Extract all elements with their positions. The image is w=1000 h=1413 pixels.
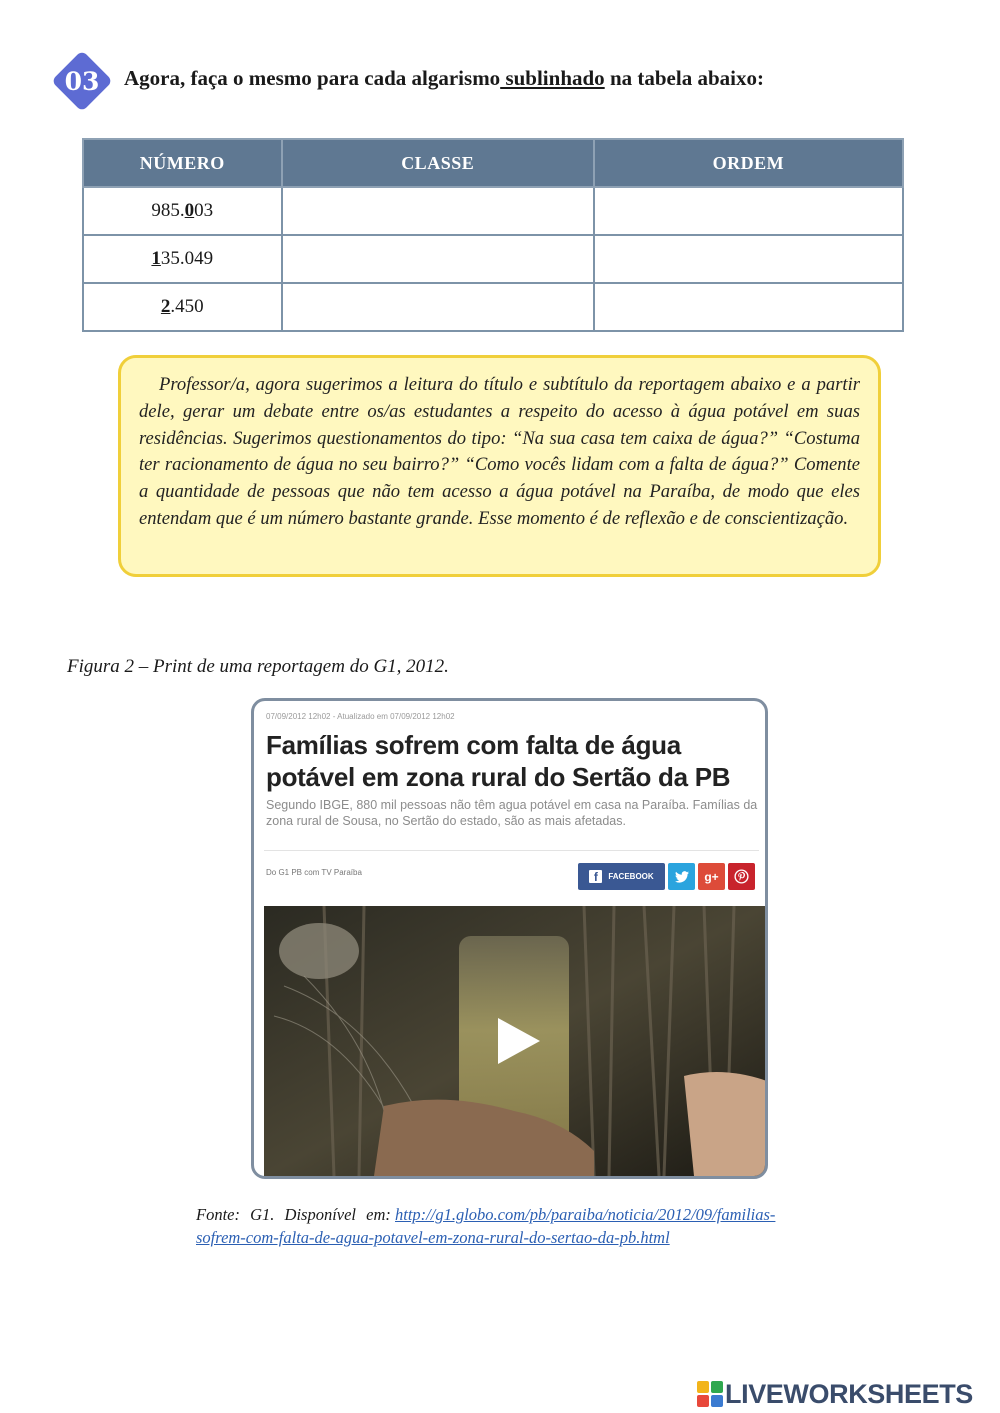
brand-name: LIVEWORKSHEETS	[725, 1378, 973, 1409]
table-row	[83, 283, 903, 331]
table-row	[83, 235, 903, 283]
underlined-digit: 2	[160, 296, 171, 317]
instruction-underlined-word: sublinhado	[500, 66, 605, 90]
liveworksheets-logo	[697, 1378, 973, 1410]
article-divider	[264, 850, 759, 851]
number-part: .450	[170, 296, 204, 317]
pinterest-icon	[734, 869, 749, 884]
video-thumbnail	[264, 906, 767, 1176]
facebook-icon: f	[589, 870, 602, 883]
instruction-text-end: na tabela abaixo:	[604, 66, 764, 90]
article-date: 07/09/2012 12h02 - Atualizado em 07/09/2012 12h02	[266, 712, 455, 721]
header-ordem: ORDEM	[594, 139, 903, 187]
facebook-share-button[interactable]	[578, 863, 665, 890]
twitter-share-button[interactable]	[668, 863, 695, 890]
number-cell	[83, 235, 282, 283]
pinterest-share-button[interactable]	[728, 863, 755, 890]
ordem-answer-cell[interactable]	[594, 187, 903, 235]
video-player[interactable]	[264, 906, 767, 1176]
figure-source	[196, 1203, 806, 1249]
source-link[interactable]: http://g1.globo.com/pb/paraiba/noticia/2012/09/familias-sofrem-com-falta-de-agua-potavel-em-zona-rural-do-sertao-da-pb.html	[196, 1205, 776, 1247]
instruction-text-start: Agora, faça o mesmo para cada algarismo	[124, 66, 501, 90]
figure-caption: Figura 2 – Print de uma reportagem do G1, 2012.	[67, 656, 449, 677]
ordem-answer-cell[interactable]	[594, 283, 903, 331]
number-part: 03	[194, 200, 214, 221]
news-article-screenshot	[251, 698, 768, 1179]
article-headline: Famílias sofrem com falta de água potável em zona rural do Sertão da PB	[266, 730, 731, 792]
header-numero: NÚMERO	[83, 139, 282, 187]
google-plus-share-button[interactable]: g+	[698, 863, 725, 890]
underlined-digit: 0	[184, 200, 195, 221]
classe-answer-cell[interactable]	[282, 235, 594, 283]
source-label: Fonte: G1. Disponível em:	[196, 1205, 391, 1224]
question-instruction	[124, 66, 764, 91]
facebook-label: FACEBOOK	[608, 872, 654, 881]
number-cell	[83, 187, 282, 235]
underlined-digit: 1	[151, 248, 161, 269]
classe-answer-cell[interactable]	[282, 187, 594, 235]
article-byline: Do G1 PB com TV Paraíba	[266, 868, 362, 877]
teacher-note-box: Professor/a, agora sugerimos a leitura do título e subtítulo da reportagem abaixo e a partir dele, gerar um debate entre os/as estudantes a respeito do acesso à água potável em suas residências. Sugerimos questionamentos do tipo: “Na sua casa tem caixa de água?” “Costuma ter racionamento de água no seu bairro?” “Como vocês lidam com a falta de água?” Comente a quantidade de pessoas que não tem acesso a água potável na Paraíba, de modo que eles entendam que é um número bastante grande. Esse momento é de reflexão e de conscientização.	[118, 355, 881, 577]
question-number-badge	[54, 53, 110, 109]
header-classe: CLASSE	[282, 139, 594, 187]
ordem-answer-cell[interactable]	[594, 235, 903, 283]
question-number: 03	[64, 66, 100, 96]
classe-answer-cell[interactable]	[282, 283, 594, 331]
twitter-icon	[675, 871, 689, 883]
table-row	[83, 187, 903, 235]
number-part: 985.	[151, 200, 185, 221]
place-value-table	[82, 138, 904, 332]
logo-squares-icon	[697, 1381, 723, 1407]
number-cell	[83, 283, 282, 331]
number-part: 35.049	[160, 248, 214, 269]
article-subtitle: Segundo IBGE, 880 mil pessoas não têm agua potável em casa na Paraíba. Famílias da zona rural de Sousa, no Sertão do estado, são as mais afetadas.	[266, 798, 758, 828]
table-header-row	[83, 139, 903, 187]
